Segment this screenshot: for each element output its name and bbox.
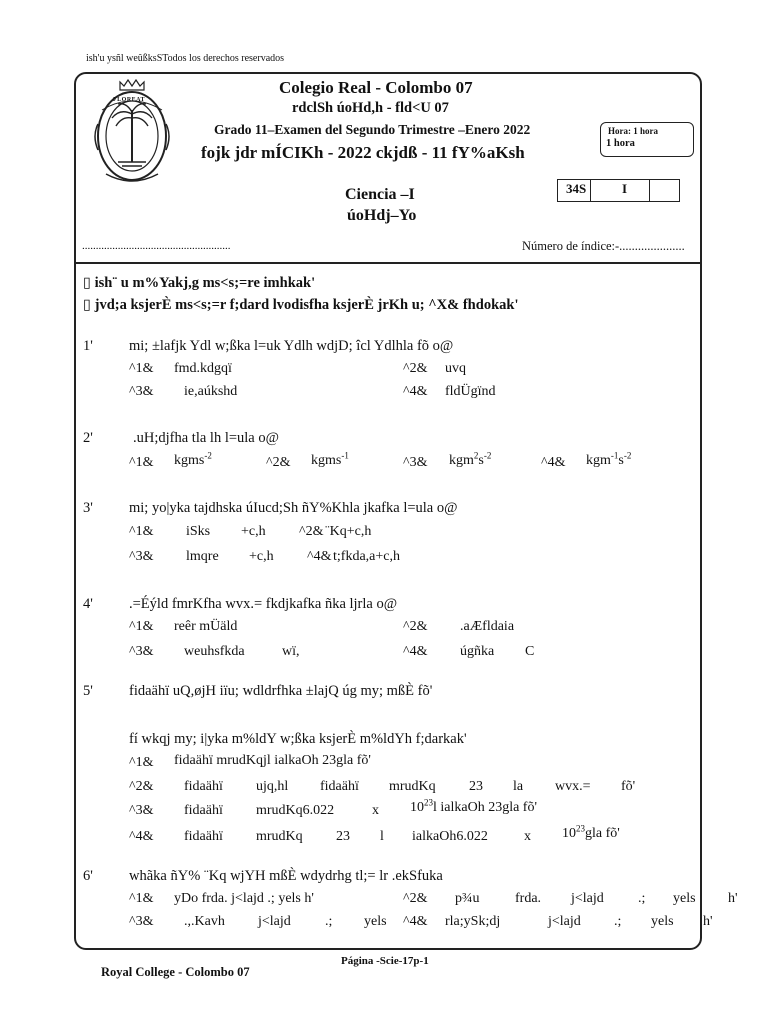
option-text[interactable] (449, 450, 492, 469)
option-text[interactable] (586, 450, 632, 469)
option-key: ^2& (403, 891, 428, 906)
exam-title-si: fojk jdr mÍCIKh - 2022 ckjdß - 11 fY%aKsh (201, 143, 525, 162)
option-word[interactable]: yels (673, 891, 696, 906)
subject-title-si: úoHdj–Yo (347, 207, 417, 224)
option-text-part[interactable]: +c,h (241, 524, 266, 539)
option-word[interactable]: mrudKq6.022 (256, 803, 335, 818)
code-divider-1 (590, 179, 591, 202)
unit-base: kgms (174, 453, 205, 468)
question-number: 6' (83, 868, 93, 884)
footer-school: Royal College - Colombo 07 (101, 965, 250, 979)
unit-exp: -1 (341, 450, 349, 461)
option-key: ^1& (129, 455, 154, 470)
option-text[interactable]: yDo frda. j<lajd .; yels h' (174, 891, 314, 906)
option-word[interactable]: h' (703, 914, 713, 929)
option-word[interactable]: j<lajd (548, 914, 581, 929)
option-word[interactable]: 23 (336, 829, 350, 844)
option-text[interactable]: uvq (445, 361, 466, 376)
option-text[interactable]: reêr mÜäld (174, 619, 238, 634)
school-crest-icon (92, 78, 172, 190)
option-word[interactable]: p¾u (455, 891, 480, 906)
option-key: ^4& (403, 384, 428, 399)
option-word[interactable]: mrudKq (389, 779, 436, 794)
option-word[interactable]: .; (325, 914, 333, 929)
option-word[interactable]: x (372, 803, 379, 818)
bullet-box-icon: ▯ (83, 297, 91, 313)
option-text[interactable]: .aÆfldaia (460, 619, 515, 634)
subject-title: Ciencia –I (345, 186, 415, 203)
exam-title: Grado 11–Examen del Segundo Trimestre –Enero 2022 (214, 122, 531, 137)
page-number: Página -Scie-17p-1 (341, 955, 429, 967)
option-key: ^3& (129, 384, 154, 399)
time-line-2: 1 hora (606, 138, 635, 149)
option-word[interactable]: .; (614, 914, 622, 929)
option-word[interactable]: yels (364, 914, 387, 929)
question-number: 4' (83, 596, 93, 612)
question-number: 3' (83, 500, 93, 516)
option-key: ^4& (403, 644, 428, 659)
option-key: ^3& (129, 644, 154, 659)
option-key: ^1& (129, 619, 154, 634)
option-text[interactable]: weuhsfkda (184, 644, 245, 659)
option-key: ^1& (129, 361, 154, 376)
power-tail: l ialkaOh 23gla fõ' (433, 800, 537, 815)
code-cell-1: 34S (566, 181, 587, 196)
option-text-part[interactable]: C (525, 644, 535, 659)
question-text: whãka ñY% ¨Kq wjYH mßÈ wdydrhg tl;= lr .ekSfuka (129, 868, 443, 884)
option-key: ^1& (129, 755, 154, 770)
option-key: ^2& (266, 455, 291, 470)
copyright-note: ish'u ysñl weûßksSTodos los derechos reservados (86, 53, 285, 64)
option-word[interactable]: .,.Kavh (184, 914, 225, 929)
power-exp: 23 (576, 823, 585, 834)
index-number-label: Número de índice:-..................... (522, 239, 685, 253)
option-text[interactable]: fidaähï mrudKqjl ialkaOh 23gla fõ' (174, 753, 371, 768)
option-word[interactable]: .; (638, 891, 646, 906)
option-key: ^3& (129, 914, 154, 929)
instruction-1-text: ish¨ u m%Yakj,g ms<s;=re imhkak' (94, 275, 316, 291)
option-word[interactable]: fidaähï (184, 779, 223, 794)
question-text: .uH;djfha tla lh l=ula o@ (133, 430, 279, 446)
question-text: mi; yo|yka tajdhska úIucd;Sh ñY%Khla jkafka l=ula o@ (129, 500, 458, 516)
option-word[interactable]: 23 (469, 779, 483, 794)
option-text[interactable]: t;fkda,a+c,h (333, 549, 400, 564)
option-key: ^2& (403, 361, 428, 376)
power-base: 10 (410, 800, 424, 815)
instruction-2 (83, 296, 518, 314)
option-word[interactable]: fidaähï (184, 803, 223, 818)
option-word[interactable]: la (513, 779, 524, 794)
option-key: ^1& (129, 891, 154, 906)
unit-base-2: s (618, 453, 624, 468)
time-line-1: Hora: 1 hora (608, 126, 658, 136)
option-word[interactable]: h' (728, 891, 738, 906)
unit-base-2: s (478, 453, 484, 468)
option-key: ^2& (129, 779, 154, 794)
unit-exp-2: -2 (623, 450, 632, 461)
unit-exp: -2 (204, 450, 212, 461)
option-key: ^1& (129, 524, 154, 539)
option-key: ^4& (541, 455, 566, 470)
option-key: ^4& (307, 549, 332, 564)
option-word[interactable]: fidaähï (184, 829, 223, 844)
unit-base: kgm (449, 453, 474, 468)
option-text[interactable]: ie,aúkshd (184, 384, 238, 399)
option-word[interactable]: frda. (515, 891, 542, 906)
bullet-box-icon: ▯ (83, 275, 91, 291)
power-base: 10 (562, 826, 576, 841)
unit-exp-2: -2 (483, 450, 492, 461)
unit-base: kgm (586, 453, 611, 468)
option-key: ^4& (403, 914, 428, 929)
option-text[interactable]: iSks (186, 524, 211, 539)
option-power[interactable] (562, 823, 620, 842)
option-word[interactable]: mrudKq (256, 829, 303, 844)
question-number: 1' (83, 338, 93, 354)
unit-base: kgms (311, 453, 342, 468)
option-word[interactable]: wvx.= (555, 779, 591, 794)
option-key: ^3& (403, 455, 428, 470)
option-word[interactable]: fõ' (621, 779, 636, 794)
option-key: ^2& (403, 619, 428, 634)
option-key: ^4& (129, 829, 154, 844)
question-subtext: fí wkqj my; i|yka m%ldY w;ßka ksjerÈ m%ldYh f;darkak' (129, 731, 467, 747)
power-exp: 23 (424, 797, 433, 808)
option-text[interactable] (174, 450, 212, 469)
option-text-part[interactable]: +c,h (249, 549, 274, 564)
unit-exp: 2 (473, 450, 479, 461)
option-key: ^3& (129, 803, 154, 818)
name-dots: ...................................................... (82, 240, 231, 252)
question-number: 5' (83, 683, 93, 699)
option-word[interactable]: yels (651, 914, 674, 929)
option-text[interactable]: ¨Kq+c,h (325, 524, 372, 539)
option-key: ^3& (129, 549, 154, 564)
option-word[interactable]: ialkaOh6.022 (412, 829, 488, 844)
crest-motto: FLOREAT (113, 97, 146, 103)
option-text[interactable]: fmd.kdgqï (174, 361, 232, 376)
option-word[interactable]: l (380, 829, 384, 844)
option-text[interactable]: fldÜgïnd (445, 384, 496, 399)
unit-exp: -1 (610, 450, 619, 461)
code-cell-2: I (622, 181, 628, 196)
option-power[interactable] (410, 797, 537, 816)
header-divider (75, 262, 701, 264)
option-word[interactable]: fidaähï (320, 779, 359, 794)
option-text-part[interactable]: wï, (282, 644, 300, 659)
instruction-2-text: jvd;a ksjerÈ ms<s;=r f;dard lvodisfha ksjerÈ jrKh u; ^X& fhdokak' (94, 297, 519, 313)
option-word[interactable]: rla;ySk;dj (445, 914, 501, 929)
option-text[interactable]: lmqre (186, 549, 219, 564)
option-word[interactable]: j<lajd (258, 914, 291, 929)
option-key: ^2& (299, 524, 324, 539)
option-text[interactable]: úgñka (460, 644, 495, 659)
school-name-si: rdclSh úoHd,h - fld<U 07 (292, 100, 449, 116)
instruction-1 (83, 274, 315, 292)
option-word[interactable]: j<lajd (571, 891, 604, 906)
power-tail: gla fõ' (585, 826, 620, 841)
question-number: 2' (83, 430, 93, 446)
option-word[interactable]: ujq,hl (256, 779, 289, 794)
question-text: mi; ±lafjk Ydl w;ßka l=uk Ydlh wdjD; îcl Ydlhla fõ o@ (129, 338, 454, 354)
option-word[interactable]: x (524, 829, 531, 844)
school-name: Colegio Real - Colombo 07 (279, 78, 473, 97)
option-text[interactable] (311, 450, 349, 469)
question-text: fidaähï uQ,øjH iïu; wdldrfhka ±lajQ úg my; mßÈ fõ' (129, 683, 433, 699)
code-divider-2 (649, 179, 650, 202)
question-text: .=Éýld fmrKfha wvx.= fkdjkafka ñka ljrla o@ (129, 596, 398, 612)
